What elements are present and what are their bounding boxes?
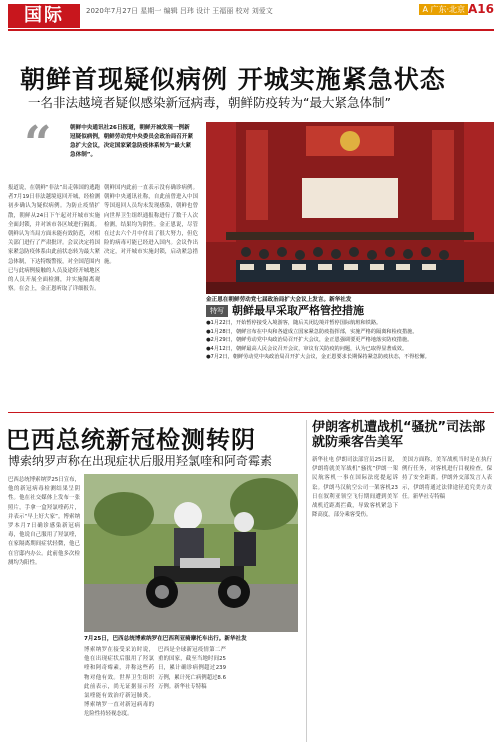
special-timeline: [206, 319, 494, 362]
article2-column-1: 巴西总统博索纳罗25日宣布，他的新冠病毒检测结果呈阴性。他在社交媒体上发布一张照片，手拿一盒羟氯喹药片，并表示“早上好大家”。博索纳罗本月7日确诊感染新冠病毒，他说自己服用了羟氯喹，在家隔离期间症状轻微，他已在官邸内办公。此前他多次检测均为阳性。: [8, 477, 80, 566]
timeline-item: ●7月2日，朝鲜劳动党中央政治局召开扩大会议，金正恩要求长期保持紧急防疫状态，不得松懈。: [206, 354, 430, 361]
headline-brazil: 巴西总统新冠检测转阴: [6, 426, 256, 454]
column-divider: [306, 420, 307, 742]
masthead-info: 2020年7月27日 星期一 编辑 吕玮 设计 王福丽 校对 刘爱文: [86, 7, 273, 15]
article2-column-2: 博索纳罗在接受采访时说，他在出现症状后服用了羟氯喹和阿奇霉素，并称这些药物对他有效。世界卫生组织此前表示，尚无证据显示羟氯喹能有效治疗新冠肺炎。博索纳罗一直对新冠病毒的危险性持轻视态度。: [84, 647, 154, 718]
kim-jong-un-meeting-photo: [206, 122, 494, 294]
article3-column-1: 新华社电 伊朗司法部官员25日说，伊朗将就美军战机“骚扰”伊朗一架民航客机一事在国际法庭提起诉讼。伊朗马汉航空公司一架客机23日在叙利亚领空飞行期间遭到美军战机近距离拦截，导致客机紧急下降高度，部分乘客受伤。: [312, 457, 398, 519]
article2-column-3: 巴西是全球新冠疫情第二严重的国家，截至当地时间25日，累计确诊病例超过239万例，累计死亡病例超过8.6万例。新华社专特稿: [158, 647, 226, 690]
bolsonaro-motorcycle-photo: [84, 474, 298, 632]
page-header: [0, 0, 500, 30]
subhead-north-korea: 一名非法越境者疑似感染新冠病毒，朝鲜防疫转为“最大紧急体制”: [28, 95, 391, 110]
article1-column-1: 报道说，在朝鲜“非法”出走韩国的逃跑者7月19日非法越境返回开城，经检测初步确认为疑似病例。为防止疫情扩散，朝鲜从24日下午起对开城市实施全面封锁，并对该市各区域进行隔离。朝鲜认为当局方面未能有效防范，对相关部门进行了严肃批评。会议决定将国家紧急防疫体系由此前状态转为最大紧急体制，下达特级警报，对全国范围内已与此病例接触的人员及途经开城地区的人员开展全面检测，并实施隔离观察。在会上，金正恩听取了详细报告。: [8, 185, 100, 293]
article1-column-2: 朝鲜国内此前一直表示没有确诊病例。朝鲜中央通讯社称，自此前曾进入中国等国返回人员均未发现感染，朝鲜也曾向世界卫生组织通报称进行了数千人次检测，结果均为阴性。金正恩说，尽管在过去六个月中付出了很大努力，但危险的病毒可能已经进入国内。会议作出决定，对开城市实施封锁，启动紧急措施。: [104, 185, 198, 265]
quote-mark-icon: “: [24, 116, 52, 172]
photo2-caption: 7月25日，巴西总统博索纳罗在巴西利亚骑摩托车出行。新华社发: [84, 636, 247, 642]
timeline-item: ●2月29日，朝鲜劳动党中央政治局召开扩大会议，金正恩强调要更严格地落实防疫措施。: [206, 337, 413, 344]
article3-column-2: 美国方面称，美军战机当时是在执行例行任务，对客机进行目视检查，保持了安全距离。伊朗外交部发言人表示，伊朗将通过法律途径追究美方责任。新华社专特稿: [402, 457, 492, 500]
photo1-caption: 金正恩在朝鲜劳动党七届政治局扩大会议上发言。新华社发: [206, 297, 352, 303]
timeline-item: ●1月28日，朝鲜宣布在中央和各道成立国家紧急防疫指挥部，实施严格的隔离和检疫措施。: [206, 328, 418, 335]
top-rule: [8, 29, 494, 31]
edition-tag: A 广东·北京: [419, 4, 468, 15]
article1-lead: 朝鲜中央通讯社26日报道，朝鲜开城发现一例新冠疑似病例，朝鲜劳动党中央委员会政治局召开紧急扩大会议，决定国家紧急防疫体系转为“最大紧急体制”。: [70, 125, 194, 158]
timeline-item: ●1月22日，开始暂停接受入境游客，随后关闭边境并暂停国际航班和铁路。: [206, 320, 382, 326]
section-badge: 国际: [8, 4, 80, 28]
headline-iran: 伊朗客机遭战机“骚扰”司法部就防乘客告美军: [312, 420, 486, 450]
page-number: A16: [468, 2, 494, 16]
meeting-hall-illustration: [206, 122, 494, 294]
section-divider: [8, 412, 494, 413]
motorcycle-illustration: [84, 474, 298, 632]
headline-north-korea: 朝鲜首现疑似病例 开城实施紧急状态: [20, 65, 446, 94]
article2-column-4: [230, 646, 300, 742]
special-title: 朝鲜最早采取严格管控措施: [232, 304, 364, 317]
subhead-brazil: 博索纳罗声称在出现症状后服用羟氯喹和阿奇霉素: [8, 454, 273, 468]
timeline-item: ●4月12日，朝鲜最高人民会议召开会议，审议有关防疫的问题，认为已取得显著成效。: [206, 345, 408, 352]
special-label: 特写: [206, 305, 228, 317]
